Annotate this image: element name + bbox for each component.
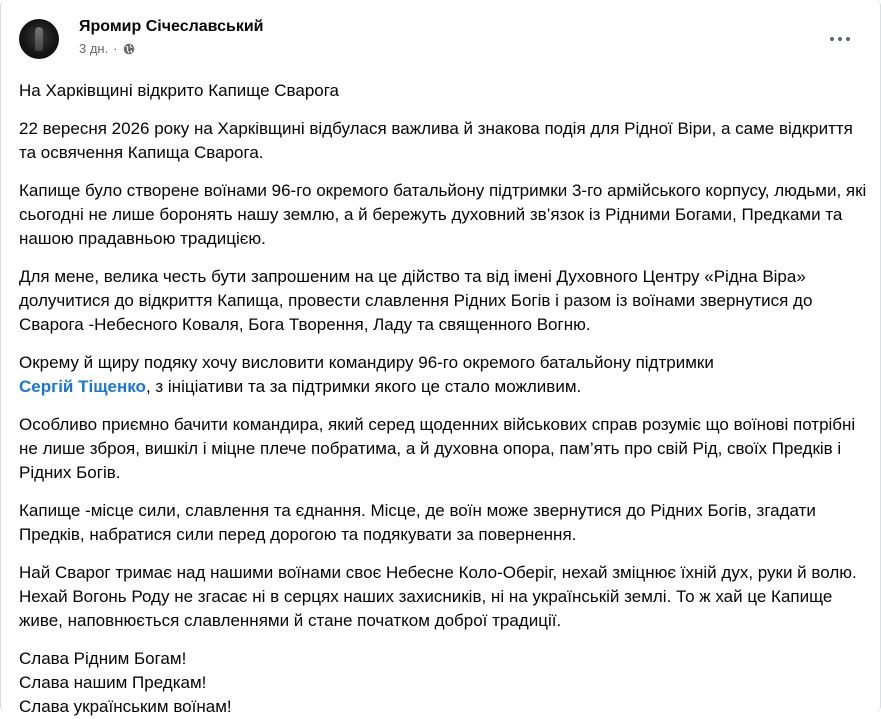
closing-line: Слава Рідним Богам! <box>19 649 187 668</box>
paragraph: Капище -місце сили, славлення та єднання. Місце, де воїн може звернутися до Рідних Богів, згадати Предків, набратися сили перед дорогою та подякувати за повернення. <box>19 501 816 544</box>
paragraph: Най Сварог тримає над нашими воїнами своє Небесне Коло-Оберіг, нехай зміцнює їхній дух, руки й волю. Нехай Вогонь Роду не згасає ні в серцях наших захисників, ні на українській землі. То ж хай це Капище живе, наповнюється славленнями й стане початком доброї традиції. <box>19 563 857 630</box>
mention-link[interactable]: Сергій Тіщенко <box>19 377 146 396</box>
globe-icon[interactable] <box>123 43 135 55</box>
more-dots-icon <box>846 37 850 41</box>
paragraph: Капище було створене воїнами 96-го окремого батальйону підтримки 3-го армійського корпусу, людьми, які сьогодні не лише боронять нашу землю, а й бережуть духовний зв’язок із Рідними Богами, Предками та нашою прадавньою традицією. <box>19 181 867 248</box>
paragraph-text: Окрему й щиру подяку хочу висловити командиру 96-го окремого батальйону підтримки <box>19 353 714 372</box>
closing-line: Слава нашим Предкам! <box>19 673 207 692</box>
paragraph: 22 вересня 2026 року на Харківщині відбулася важлива й знакова подія для Рідної Віри, а саме відкриття та освячення Капища Сварога. <box>19 119 853 162</box>
post-text <box>19 79 869 719</box>
more-dots-icon <box>838 37 842 41</box>
avatar[interactable] <box>19 19 59 59</box>
post-meta <box>79 20 264 58</box>
post-subline <box>79 40 264 58</box>
meta-separator: · <box>113 41 118 56</box>
paragraph: Для мене, велика честь бути запрошеним на це дійство та від імені Духовного Центру «Рідна Віра» долучитися до відкриття Капища, провести славлення Рідних Богів і разом із воїнами звернутися до Сварога -Небесного Коваля, Бога Творення, Ладу та священного Вогню. <box>19 267 813 334</box>
post-title: На Харківщині відкрито Капище Сварога <box>19 81 340 100</box>
paragraph-text: , з ініціативи та за підтримки якого це стало можливим. <box>145 377 582 396</box>
more-options-button[interactable] <box>822 24 858 54</box>
paragraph-with-mention <box>19 351 869 399</box>
author-name[interactable]: Яромир Січеславський <box>79 18 264 35</box>
post-header <box>19 14 264 64</box>
more-dots-icon <box>830 37 834 41</box>
closing-line: Слава українським воїнам! <box>19 697 232 716</box>
paragraph: Особливо приємно бачити командира, який серед щоденних військових справ розуміє що воїнові потрібні не лише зброя, вишкіл і міцне плече побратима, а й духовна опора, пам’ять про свій Рід, своїх Предків і Рідних Богів. <box>19 415 856 482</box>
post-time[interactable]: 3 дн. <box>79 41 109 56</box>
closing-lines <box>19 647 869 719</box>
